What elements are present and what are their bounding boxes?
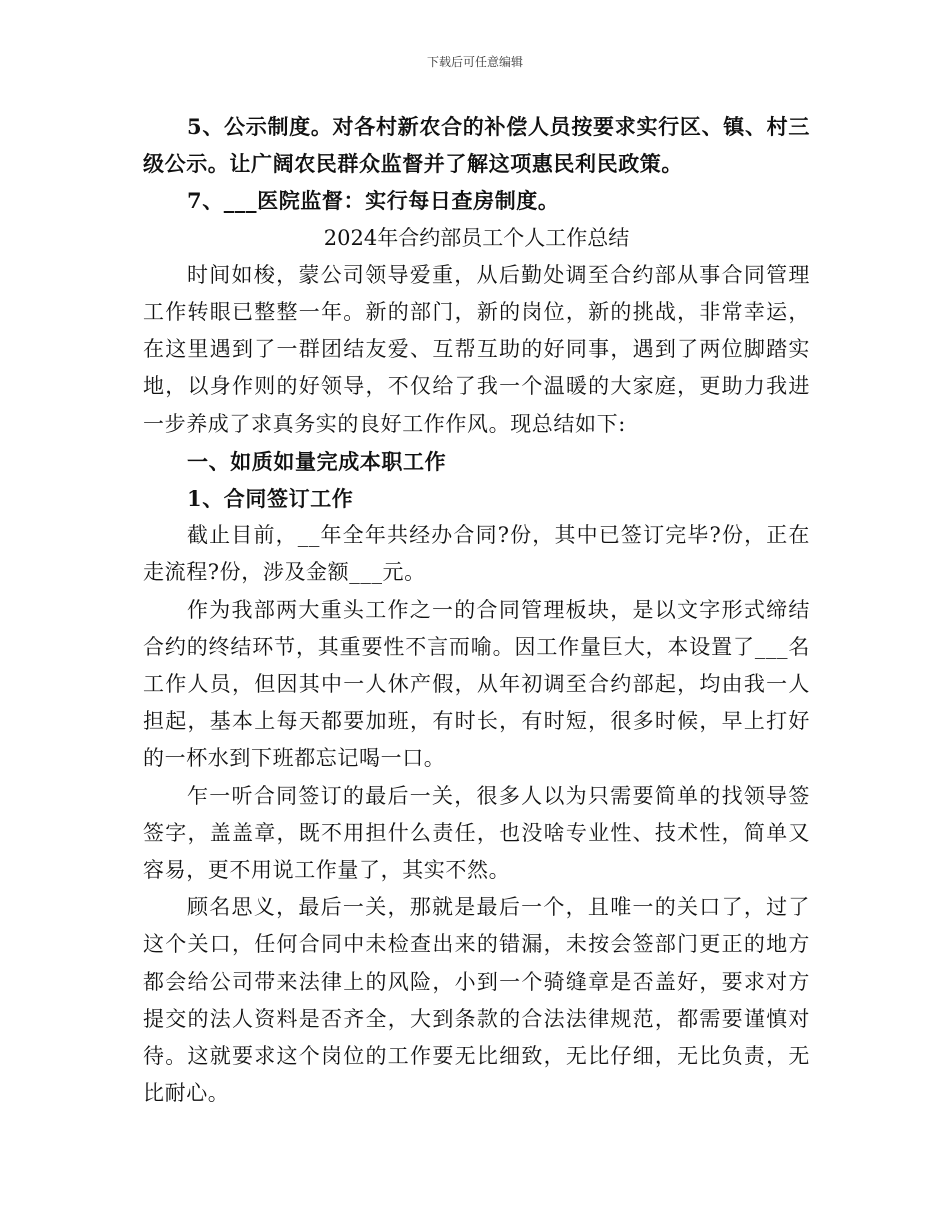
paragraph-public-notice: 5、公示制度。对各村新农合的补偿人员按要求实行区、镇、村三级公示。让广阔农民群众监督并了解这项惠民利民政策。 [143, 114, 810, 177]
paragraph-intro: 时间如梭，蒙公司领导爱重，从后勤处调至合约部从事合同管理工作转眼已整整一年。新的部门，新的岗位，新的挑战，非常幸运，在这里遇到了一群团结友爱、互帮互助的好同事，遇到了两位脚踏实地，以身作则的好领导，不仅给了我一个温暖的大家庭，更助力我进一步养成了求真务实的良好工作作风。现总结如下: [143, 262, 810, 436]
paragraph-hospital-supervision: 7、___医院监督：实行每日查房制度。 [187, 188, 560, 214]
subsection-heading: 1、合同签订工作 [187, 486, 354, 512]
document-body [143, 108, 810, 1112]
document-title: 2024年合约部员工个人工作总结 [323, 225, 630, 250]
section-heading: 一、如质如量完成本职工作 [187, 448, 447, 474]
paragraph-contract-stats: 截止目前，__年全年共经办合同?份，其中已签订完毕?份，正在走流程?份，涉及金额___元。 [143, 523, 810, 585]
paragraph-last-checkpoint: 顾名思义，最后一关，那就是最后一个，且唯一的关口了，过了这个关口，任何合同中未检查出来的错漏，未按会签部门更正的地方都会给公司带来法律上的风险，小到一个骑缝章是否盖好，要求对方提交的法人资料是否齐全，大到条款的合法法律规范，都需要谨慎对待。这就要求这个岗位的工作要无比细致，无比仔细，无比负责，无比耐心。 [143, 895, 810, 1106]
page-header: 下载后可任意编辑 [426, 55, 523, 69]
paragraph-misconception: 乍一听合同签订的最后一关，很多人以为只需要简单的找领导签签字，盖盖章，既不用担什么责任，也没啥专业性、技术性，简单又容易，更不用说工作量了，其实不然。 [143, 783, 810, 883]
paragraph-contract-management: 作为我部两大重头工作之一的合同管理板块，是以文字形式缔结合约的终结环节，其重要性不言而喻。因工作量巨大，本设置了___名工作人员，但因其中一人休产假，从年初调至合约部起，均由我一人担起，基本上每天都要加班，有时长，有时短，很多时候，早上打好的一杯水到下班都忘记喝一口。 [143, 597, 810, 771]
